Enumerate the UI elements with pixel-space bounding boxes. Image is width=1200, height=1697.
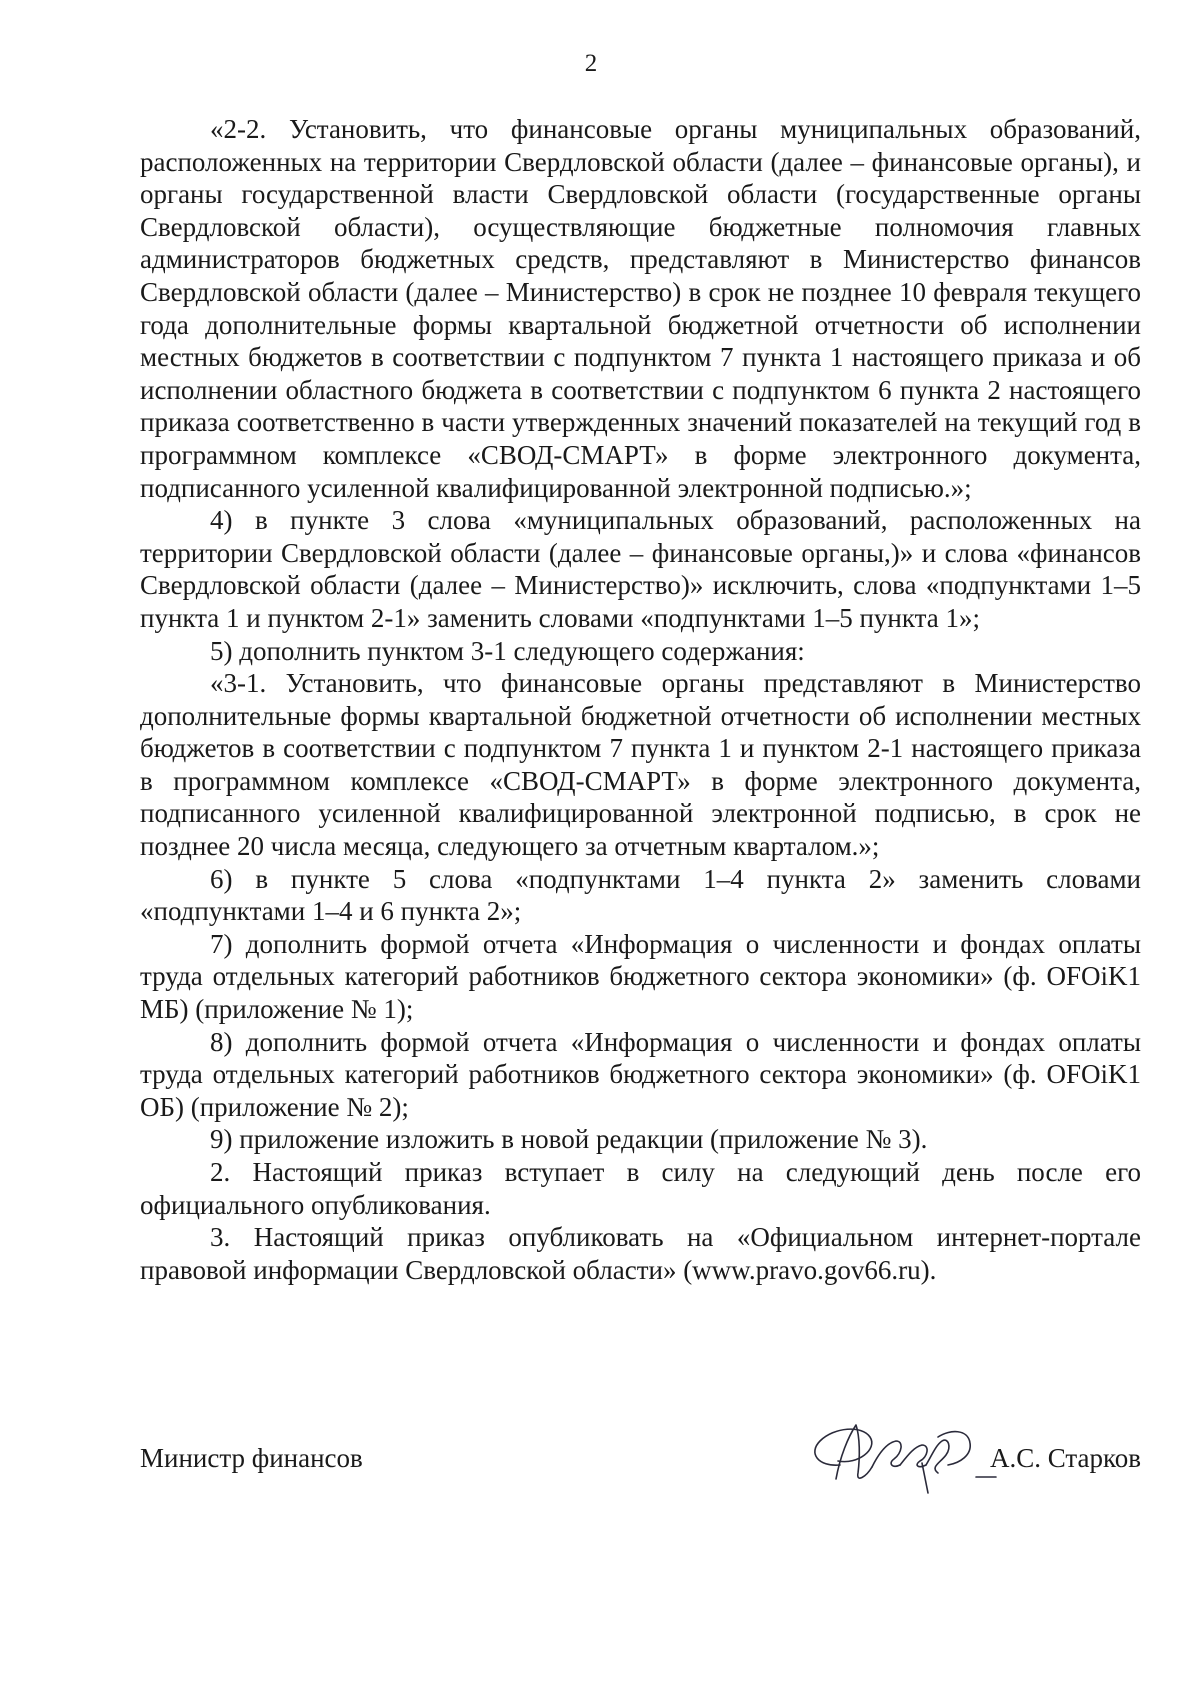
signatory-position: Министр финансов [140, 1443, 363, 1473]
paragraph-item-9: 9) приложение изложить в новой редакции (приложение № 3). [210, 1124, 928, 1155]
paragraph-point-3: 3. Настоящий приказ опубликовать на «Официальном интернет-портале правовой информации Свердловской области» (www.pravo.gov66.ru). [140, 1222, 1141, 1285]
page-number: 2 [584, 50, 598, 77]
document-body [140, 113, 1141, 1286]
paragraph-point-2: 2. Настоящий приказ вступает в силу на следующий день после его официального опубликования. [140, 1157, 1141, 1220]
paragraph-item-5: 5) дополнить пунктом 3-1 следующего содержания: [210, 635, 805, 666]
paragraph-item-7: 7) дополнить формой отчета «Информация о численности и фондах оплаты труда отдельных категорий работников бюджетного сектора экономики» (ф. OFOiK1 МБ) (приложение № 1); [140, 928, 1141, 1025]
paragraph-item-4: 4) в пункте 3 слова «муниципальных образований, расположенных на территории Свердловской области (далее – финансовые органы,)» и слова «финансов Свердловской области (далее – Министерство)» исключить, слова «подпунктами 1–5 пункта 1 и пунктом 2-1» заменить словами «подпунктами 1–5 пункта 1»; [140, 505, 1141, 633]
signatory-name: А.С. Старков [989, 1443, 1141, 1473]
paragraph-item-8: 8) дополнить формой отчета «Информация о численности и фондах оплаты труда отдельных категорий работников бюджетного сектора экономики» (ф. OFOiK1 ОБ) (приложение № 2); [140, 1026, 1141, 1122]
signature-block [140, 1407, 1141, 1497]
paragraph-2-2: «2-2. Установить, что финансовые органы муниципальных образований, расположенных на территории Свердловской области (далее – финансовые органы), и органы государственной власти Свердловской области (государственные органы Свердловской области), осуществляющие бюджетные полномочия главных администраторов бюджетных средств, представляют в Министерство финансов Свердловской области (далее – Министерство) в срок не позднее 10 февраля текущего года дополнительные формы квартальной бюджетной отчетности об исполнении местных бюджетов в соответствии с подпунктом 7 пункта 1 настоящего приказа и об исполнении областного бюджета в соответствии с подпунктом 6 пункта 2 настоящего приказа соответственно в части утвержденных значений показателей на текущий год в программном комплексе «СВОД-СМАРТ» в форме электронного документа, подписанного усиленной квалифицированной электронной подписью.»; [140, 114, 1141, 503]
paragraph-3-1: «3-1. Установить, что финансовые органы представляют в Министерство дополнительные формы квартальной бюджетной отчетности об исполнении местных бюджетов в соответствии с подпунктом 7 пункта 1 и пунктом 2-1 настоящего приказа в программном комплексе «СВОД-СМАРТ» в форме электронного документа, подписанного усиленной квалифицированной электронной подписью, в срок не позднее 20 числа месяца, следующего за отчетным кварталом.»; [140, 668, 1141, 862]
handwritten-signature [800, 1407, 1000, 1497]
paragraph-item-6: 6) в пункте 5 слова «подпунктами 1–4 пункта 2» заменить словами «подпунктами 1–4 и 6 пункта 2»; [140, 863, 1141, 927]
